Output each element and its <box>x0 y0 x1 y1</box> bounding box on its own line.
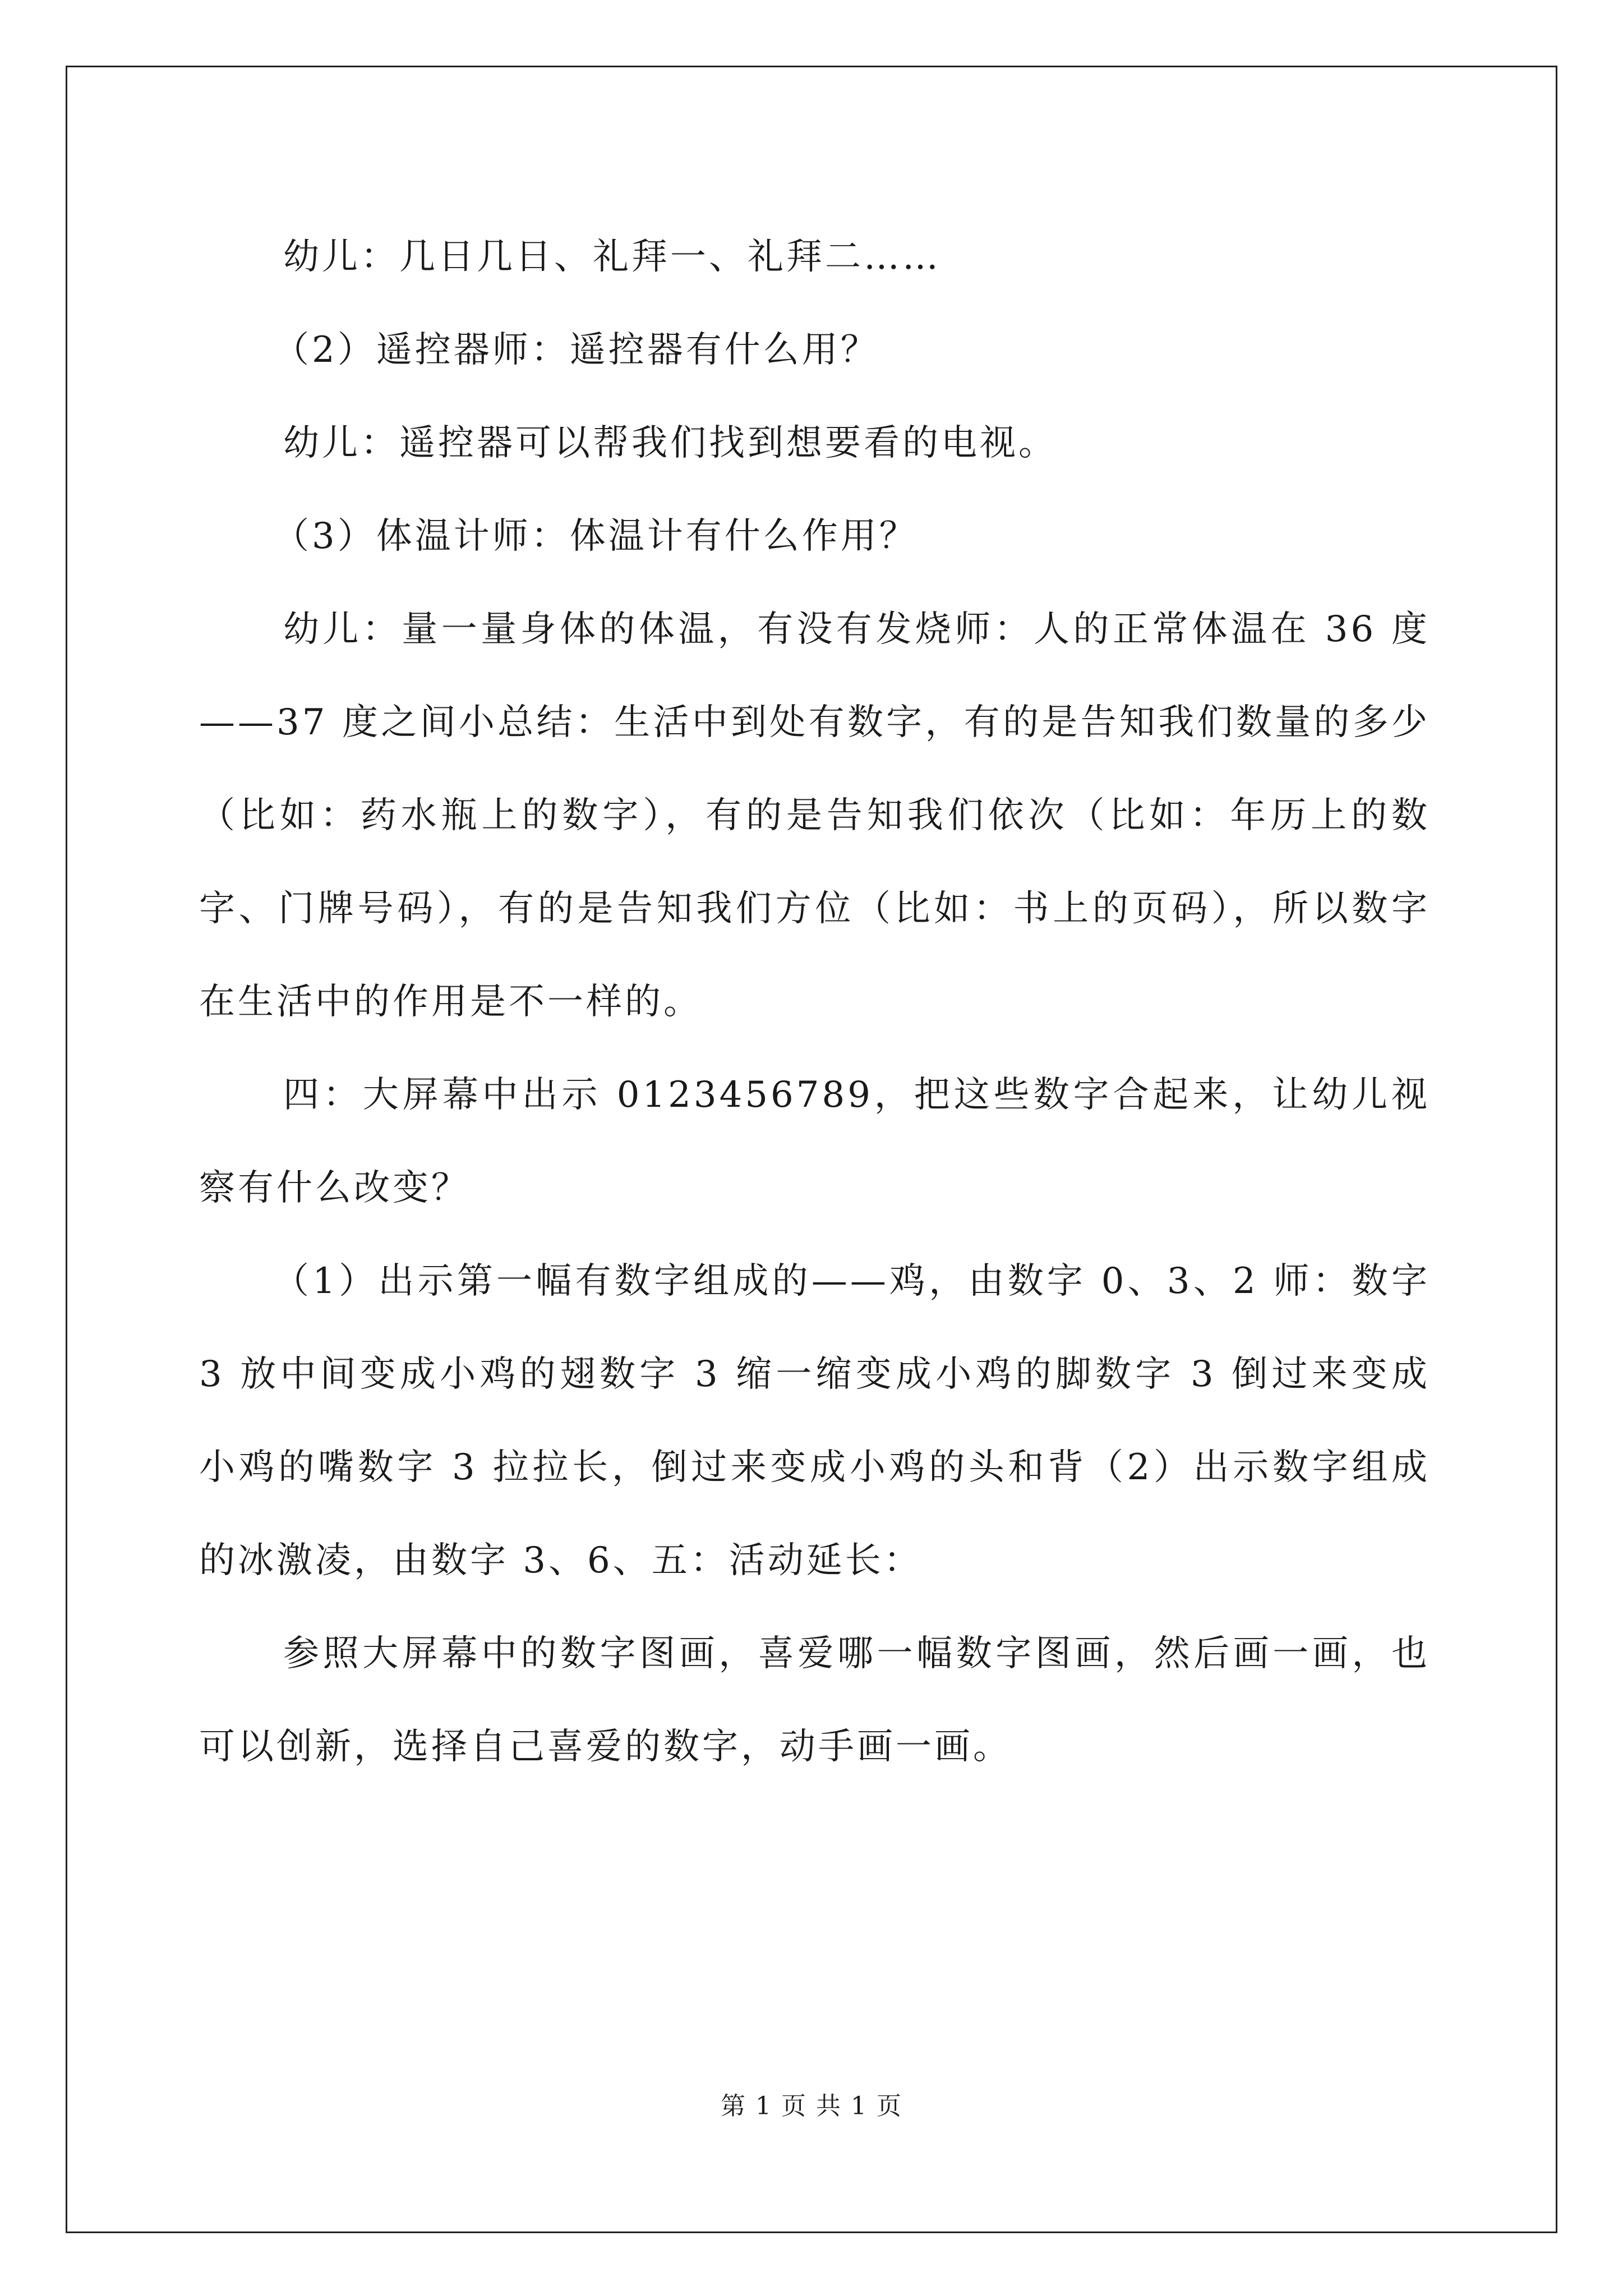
page-footer: 第 1 页 共 1 页 <box>721 2092 902 2120</box>
paragraph-summary: 幼儿：量一量身体的体温，有没有发烧师：人的正常体温在 36 度——37 度之间小总结：生活中到处有数字，有的是告知我们数量的多少（比如：药水瓶上的数字），有的是告知我们依次（比如：年历上的数字、门牌号码），有的是告知我们方位（比如：书上的页码），所以数字在生活中的作用是不一样的。 <box>199 609 1430 1023</box>
paragraph-thermometer-question: （3）体温计师：体温计有什么作用？ <box>273 516 918 557</box>
paragraph-step-four: 四：大屏幕中出示 0123456789，把这些数字合起来，让幼儿视察有什么改变？ <box>199 1074 1430 1209</box>
paragraph-drawing-activity: 参照大屏幕中的数字图画，喜爱哪一幅数字图画，然后画一画，也可以创新，选择自己喜爱的数字，动手画一画。 <box>199 1633 1430 1768</box>
document-body <box>199 210 1445 1793</box>
paragraph-child-answer-dates: 幼儿：几日几日、礼拜一、礼拜二…… <box>283 236 941 278</box>
paragraph-child-answer-remote: 幼儿：遥控器可以帮我们找到想要看的电视。 <box>283 422 1057 464</box>
paragraph-chicken-digits: （1）出示第一幅有数字组成的——鸡，由数字 0、3、2 师：数字 3 放中间变成小鸡的翅数字 3 缩一缩变成小鸡的脚数字 3 倒过来变成小鸡的嘴数字 3 拉拉长，倒过来变成小鸡的头和背（2）出示数字组成的冰激凌，由数字 3、6、五：活动延长： <box>199 1260 1445 1581</box>
paragraph-remote-control-question: （2）遥控器师：遥控器有什么用？ <box>273 329 879 371</box>
